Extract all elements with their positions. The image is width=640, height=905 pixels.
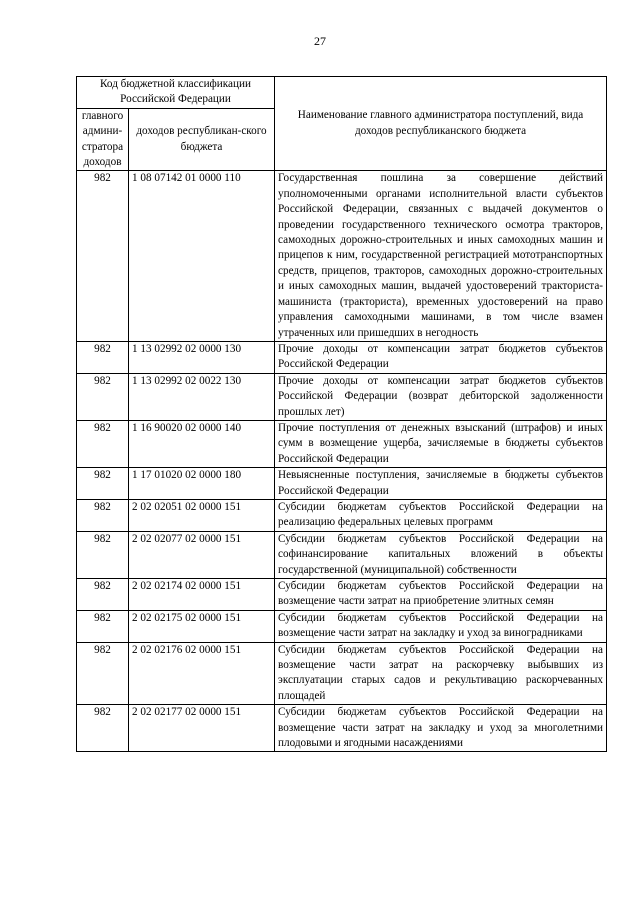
income-name-cell: Субсидии бюджетам субъектов Российской Федерации на софинансирование капитальных вложений в объекты государственной (муниципальной) собственности (275, 531, 607, 578)
admin-code-cell: 982 (77, 531, 129, 578)
income-code-cell: 2 02 02077 02 0000 151 (129, 531, 275, 578)
income-code-cell: 1 13 02992 02 0000 130 (129, 341, 275, 373)
header-income-column: доходов республикан-ского бюджета (129, 108, 275, 171)
income-code-cell: 2 02 02177 02 0000 151 (129, 705, 275, 752)
income-code-cell: 2 02 02051 02 0000 151 (129, 499, 275, 531)
admin-code-cell: 982 (77, 610, 129, 642)
admin-code-cell: 982 (77, 420, 129, 467)
income-code-cell: 2 02 02175 02 0000 151 (129, 610, 275, 642)
income-name-cell: Прочие доходы от компенсации затрат бюджетов субъектов Российской Федерации (275, 341, 607, 373)
admin-code-cell: 982 (77, 705, 129, 752)
admin-code-cell: 982 (77, 341, 129, 373)
income-name-cell: Прочие поступления от денежных взысканий (штрафов) и иных сумм в возмещение ущерба, зачисляемые в бюджеты субъектов Российской Федерации (275, 420, 607, 467)
table-row (77, 420, 607, 467)
income-name-cell: Субсидии бюджетам субъектов Российской Федерации на возмещение части затрат на раскорчевку выбывших из эксплуатации старых садов и рекультивацию раскорчеванных площадей (275, 642, 607, 705)
table-row (77, 468, 607, 500)
admin-code-cell: 982 (77, 373, 129, 420)
admin-code-cell: 982 (77, 499, 129, 531)
table-row (77, 705, 607, 752)
income-code-cell: 1 16 90020 02 0000 140 (129, 420, 275, 467)
header-name-column: Наименование главного администратора поступлений, вида доходов республиканского бюджета (275, 77, 607, 171)
table-row (77, 642, 607, 705)
admin-code-cell: 982 (77, 579, 129, 611)
table-header-row (77, 77, 607, 109)
table-row (77, 373, 607, 420)
income-name-cell: Субсидии бюджетам субъектов Российской Федерации на возмещение части затрат на закладку и уход за многолетними плодовыми и ягодными насаждениями (275, 705, 607, 752)
income-code-cell: 2 02 02174 02 0000 151 (129, 579, 275, 611)
income-name-cell: Невыясненные поступления, зачисляемые в бюджеты субъектов Российской Федерации (275, 468, 607, 500)
table-row (77, 531, 607, 578)
table-row (77, 341, 607, 373)
header-code-group: Код бюджетной классификации Российской Федерации (77, 77, 275, 109)
table-row (77, 171, 607, 341)
income-name-cell: Субсидии бюджетам субъектов Российской Федерации на возмещение части затрат на приобретение элитных семян (275, 579, 607, 611)
income-code-cell: 2 02 02176 02 0000 151 (129, 642, 275, 705)
table-row (77, 579, 607, 611)
admin-code-cell: 982 (77, 642, 129, 705)
budget-classification-table (76, 76, 607, 752)
admin-code-cell: 982 (77, 468, 129, 500)
header-admin-column: главного админи-стратора доходов (77, 108, 129, 171)
income-name-cell: Прочие доходы от компенсации затрат бюджетов субъектов Российской Федерации (возврат дебиторской задолженности прошлых лет) (275, 373, 607, 420)
income-name-cell: Государственная пошлина за совершение действий уполномоченными органами исполнительной власти субъектов Российской Федерации, связанных с выдачей документов о проведении государственного технического осмотра тракторов, самоходных дорожно-строительных и иных самоходных машин и прицепов к ним, государственной регистрацией мототранспортных средств, прицепов, тракторов, самоходных дорожно-строительных и иных самоходных машин, выдачей удостоверений тракториста-машиниста (тракториста), временных удостоверений на право управления самоходными машинами, в том числе взамен утраченных или пришедших в негодность (275, 171, 607, 341)
income-code-cell: 1 17 01020 02 0000 180 (129, 468, 275, 500)
income-name-cell: Субсидии бюджетам субъектов Российской Федерации на реализацию федеральных целевых программ (275, 499, 607, 531)
income-code-cell: 1 08 07142 01 0000 110 (129, 171, 275, 341)
income-code-cell: 1 13 02992 02 0022 130 (129, 373, 275, 420)
table-row (77, 610, 607, 642)
table-row (77, 499, 607, 531)
income-name-cell: Субсидии бюджетам субъектов Российской Федерации на возмещение части затрат на закладку и уход за виноградниками (275, 610, 607, 642)
admin-code-cell: 982 (77, 171, 129, 341)
page-number: 27 (314, 34, 326, 48)
